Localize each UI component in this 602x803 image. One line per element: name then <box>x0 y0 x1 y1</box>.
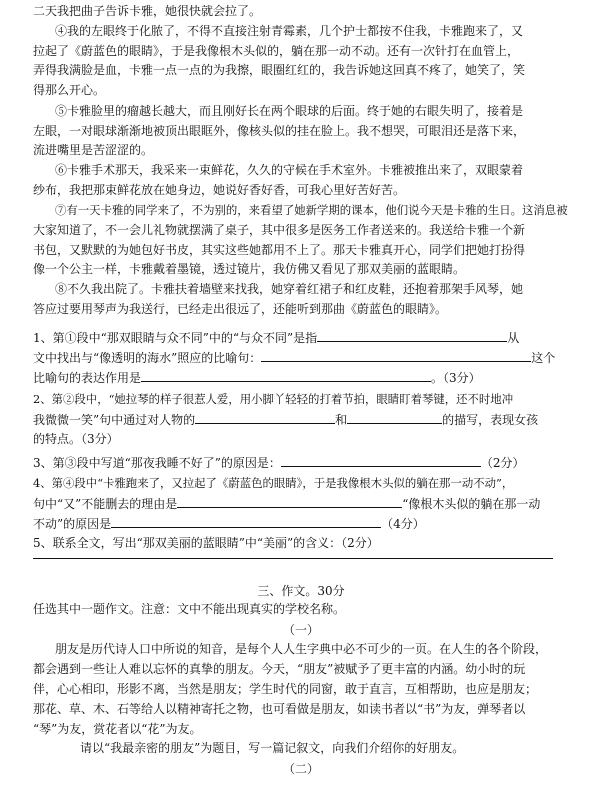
passage-line: 弄得我满脸是血，卡雅一点一点的为我擦，眼圈红红的，我告诉她这回真不疼了，她笑了，笑 <box>33 63 526 77</box>
question-4-line2: 句中“又”不能删去的理由是 “像根木头似的躺在那一动 <box>33 497 541 511</box>
question-2-line2: 我微微一笑”句中通过对人物的 和 的描写，表现女孩 <box>33 413 539 427</box>
passage-line: 书包，又默默的为她包好书皮，其实这些她都用不上了。那天卡雅真开心，同学们把她打扮得 <box>33 243 526 257</box>
passage-line: 答应过要用琴声为我送行，已经走出很远了，还能听到那曲《蔚蓝色的眼睛》。 <box>33 302 448 316</box>
passage-line: 拉起了《蔚蓝色的眼睛》，于是我像根木头似的，躺在那一动不动。还有一次针打在血管上， <box>33 44 520 58</box>
composition-instruction: 任选其中一题作文。注意：文中不能出现真实的学校名称。 <box>33 602 346 616</box>
passage-line: ⑥卡雅手术那天，我采来一束鲜花，久久的守候在手术室外。卡雅被推出来了，双眼蒙着 <box>55 163 524 177</box>
question-4-line3: 不动”的原因是 （4分） <box>33 517 425 531</box>
passage-line: 纱布，我把那束鲜花放在她身边，她说好香好香，可我心里好苦好苦。 <box>33 183 406 197</box>
composition-line: 都会遇到一些让人难以忘怀的真挚的朋友。今天，“朋友”被赋予了更丰富的内涵。幼小时的玩 <box>33 662 526 676</box>
subsection-heading-2b: （二） <box>282 762 319 776</box>
composition-line: 伴，心心相印，形影不离，当然是朋友；学生时代的同窗，敢于直言，互相帮助，也应是朋友； <box>33 682 538 696</box>
composition-line: 那花、草、木、石等给人以精神寄托之物，也可看做是朋友，如读书者以“书”为友，弹琴者以 <box>33 702 526 716</box>
question-5: 5、联系全文，写出“那双美丽的蓝眼睛”中“美丽”的含义：（2分） <box>33 536 379 550</box>
passage-line: 流进嘴里是苦涩涩的。 <box>33 143 154 157</box>
question-1-line3: 比喻句的表达作用是 。（3分） <box>33 371 481 385</box>
subsection-heading: （一） <box>282 623 319 637</box>
question-2: 2、第②段中，“她拉琴的样子很惹人爱，用小脚丫轻轻的打着节拍，眼睛盯着琴键，还不时地冲 <box>33 392 514 406</box>
passage-line: 二天我把曲子告诉卡雅，她很快就会拉了。 <box>33 4 262 18</box>
passage-line: 左眼，一对眼球渐渐地被顶出眼眶外，像核头似的挂在脸上。我不想哭，可眼泪还是落下来， <box>33 124 526 138</box>
passage-line: 得那么开心。 <box>33 83 106 97</box>
question-2-line3: 的特点。（3分） <box>33 432 119 446</box>
question-1: 1、第①段中“那双眼睛与众不同”中的“与众不同”是指 从 <box>33 331 520 345</box>
question-4: 4、第④段中“卡雅跑来了，又拉起了《蔚蓝色的眼睛》，于是我像根木头似的躺在那一动不动”， <box>33 476 514 490</box>
passage-line: ⑧不久我出院了。卡雅扶着墙壁来找我，她穿着红裙子和红皮鞋，还抱着那架手风琴，她 <box>55 282 524 296</box>
question-1-line2: 文中找出与“像透明的海水”照应的比喻句： 这个 <box>33 351 556 365</box>
composition-line: 朋友是历代诗人口中所说的知音，是每个人人生字典中必不可少的一页。在人生的各个阶段， <box>55 642 548 656</box>
passage-line: ④我的左眼终于化脓了，不得不直接注射青霉素，几个护士都按不住我，卡雅跑来了，又 <box>55 24 524 38</box>
question-3: 3、第③段中写道“那夜我睡不好了”的原因是： （2分） <box>33 456 525 470</box>
passage-line: ⑤卡雅脸里的瘤越长越大，而且刚好长在两个眼球的后面。终于她的右眼失明了，接着是 <box>55 104 524 118</box>
section-heading: 三、作文。30分 <box>257 584 345 598</box>
composition-line: “琴”为友，赏花者以“花”为友。 <box>33 722 202 736</box>
composition-prompt: 请以“我最亲密的朋友”为题目，写一篇记叙文，向我们介绍你的好朋友。 <box>80 741 465 755</box>
passage-line: ⑦有一天卡雅的同学来了，不为别的，来看望了她新学期的课本，他们说今天是卡雅的生日。这消息被 <box>55 203 568 217</box>
passage-line: 像一个公主一样，卡雅戴着墨镜，透过镜片，我仿佛又看见了那双美丽的蓝眼睛。 <box>33 262 466 276</box>
passage-line: 大家知道了，不一会儿礼物就摆满了桌子，其中很多是医务工作者送来的。我送给卡雅一个新 <box>33 223 526 237</box>
